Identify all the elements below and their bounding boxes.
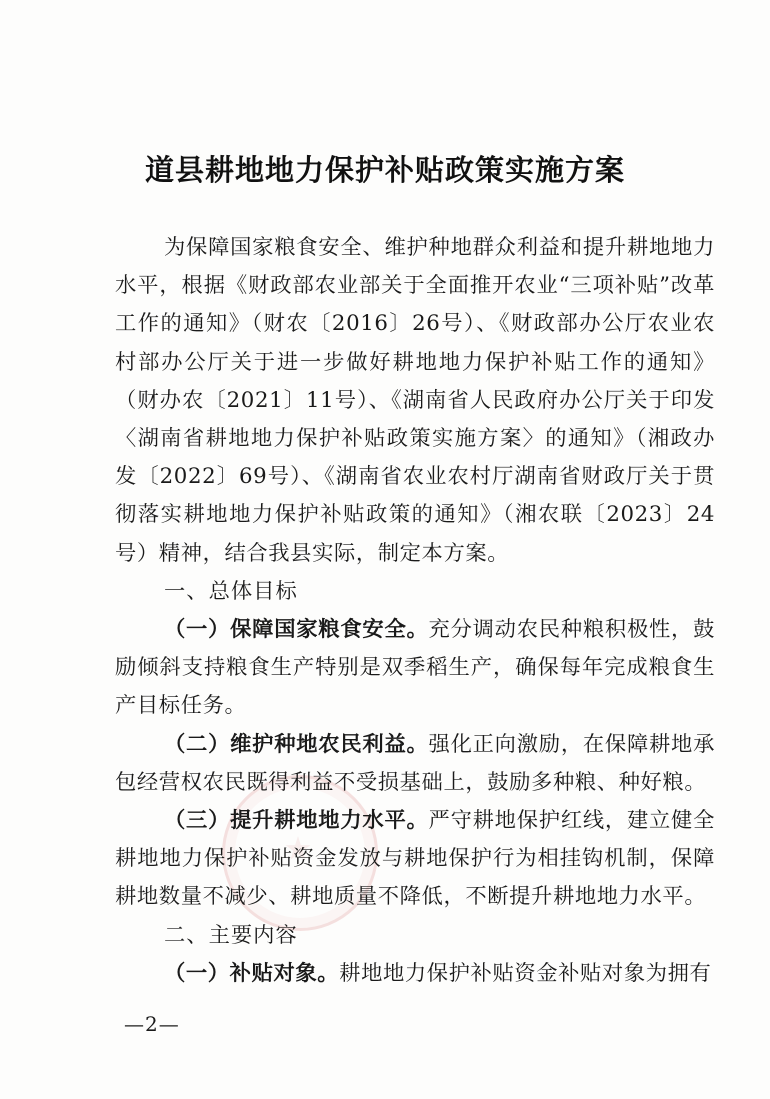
goal-item-1-text: 充分调动农民种粮积极性，鼓励倾斜支持粮食生产特别是双季稻生产，确保每年完成粮食生产目标任务。 <box>115 617 715 719</box>
document-body <box>115 229 715 993</box>
section-heading-main-content: 二、主要内容 <box>163 922 298 948</box>
intro-paragraph: 为保障国家粮食安全、维护种地群众利益和提升耕地地力水平，根据《财政部农业部关于全面推开农业“三项补贴”改革工作的通知》（财农〔2016〕26号）、《财政部办公厅农业农村部办公厅关于进一步做好耕地地力保护补贴工作的通知》（财办农〔2021〕11号）、《湖南省人民政府办公厅关于印发〈湖南省耕地地力保护补贴政策实施方案〉的通知》（湘政办发〔2022〕69号）、《湖南省农业农村厅湖南省财政厅关于贯彻落实耕地地力保护补贴政策的通知》（湘农联〔2023〕24号）精神，结合我县实际，制定本方案。 <box>115 235 715 566</box>
goal-item-3-lead: （三）提升耕地地力水平。 <box>163 808 429 834</box>
goal-item-1-lead: （一）保障国家粮食安全。 <box>163 617 429 643</box>
document-title: 道县耕地地力保护补贴政策实施方案 <box>144 153 625 187</box>
goal-item-2 <box>115 726 715 802</box>
content-item-1 <box>115 955 715 993</box>
goal-item-1 <box>115 611 715 726</box>
goal-item-2-text: 强化正向激励，在保障耕地承包经营权农民既得利益不受损基础上，鼓励多种粮、种好粮。 <box>115 731 715 795</box>
page-number: —2— <box>124 1012 180 1036</box>
goal-item-3-text: 严守耕地保护红线，建立健全耕地地力保护补贴资金发放与耕地保护行为相挂钩机制，保障耕地数量不减少、耕地质量不降低，不断提升耕地地力水平。 <box>115 808 715 910</box>
goal-item-2-lead: （二）维护种地农民利益。 <box>163 731 429 757</box>
content-item-1-text: 耕地地力保护补贴资金补贴对象为拥有 <box>339 960 712 986</box>
content-item-1-lead: （一）补贴对象。 <box>163 960 340 986</box>
goal-item-3 <box>115 802 715 917</box>
section-heading-overall-goals: 一、总体目标 <box>163 578 298 604</box>
